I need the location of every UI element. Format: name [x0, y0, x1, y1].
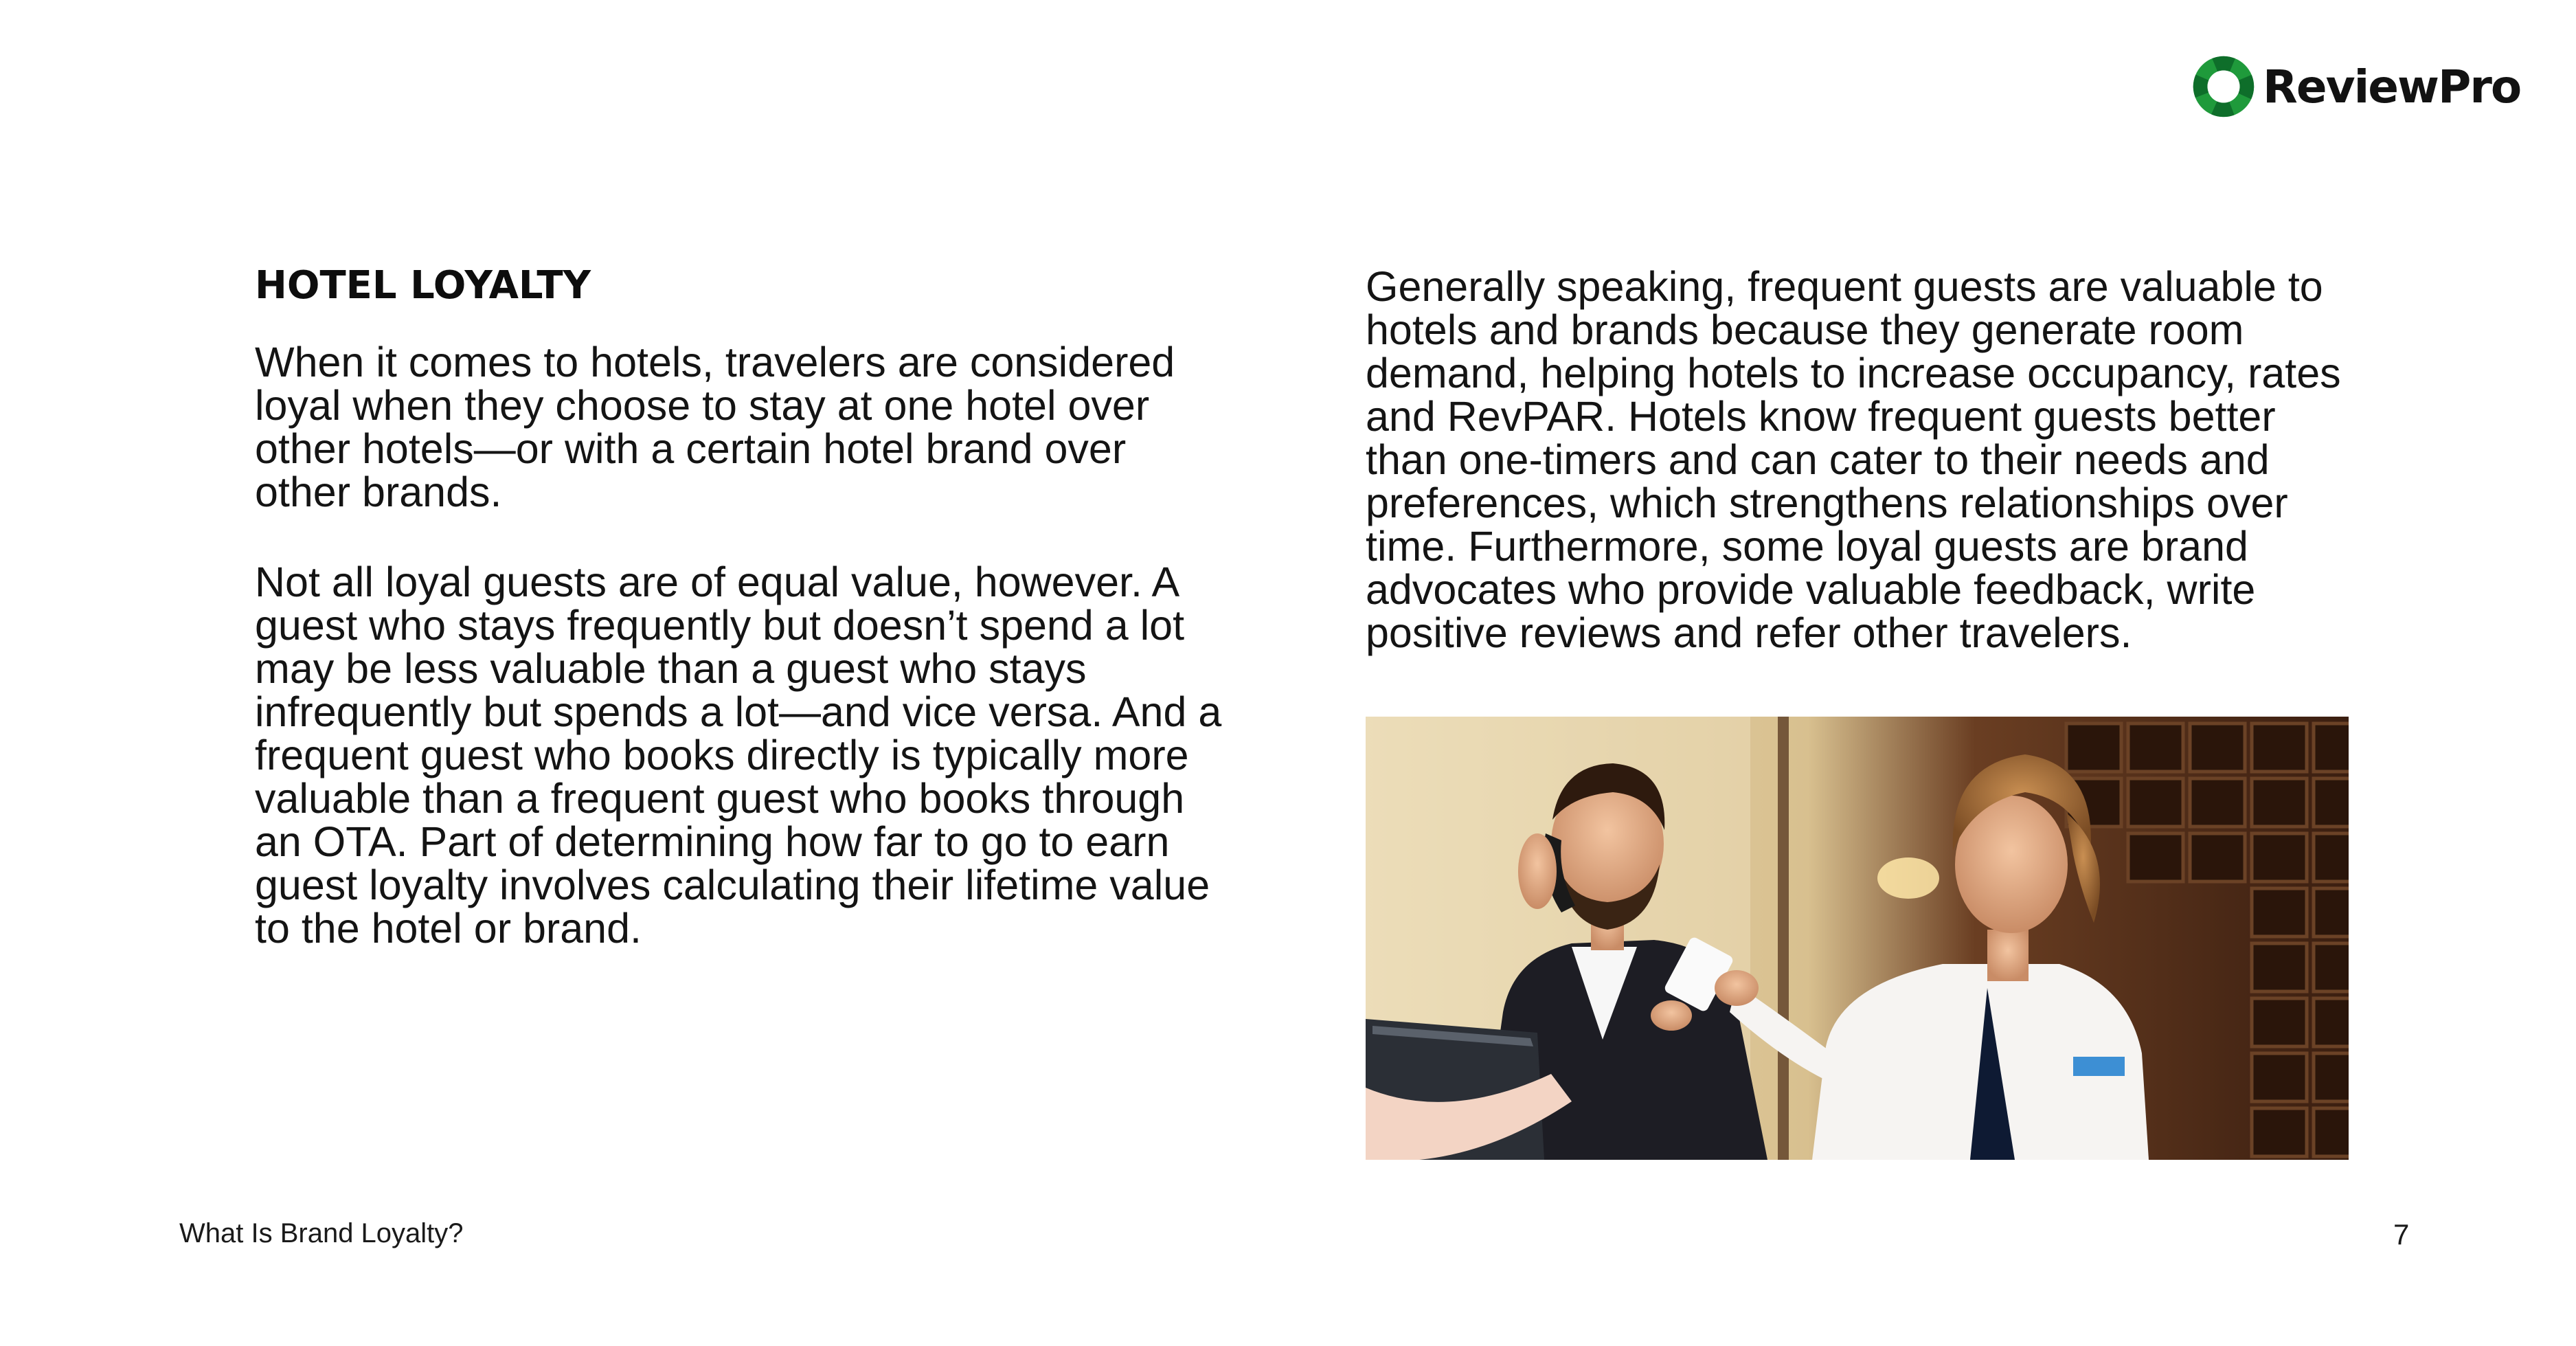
reviewpro-ring-icon: [2191, 54, 2256, 119]
hotel-reception-photo: [1366, 717, 2349, 1160]
footer-section-title: What Is Brand Loyalty?: [179, 1218, 464, 1248]
right-paragraph: Generally speaking, frequent guests are valuable to hotels and brands because they generate room demand, helping hotels to increase occupancy, rates and RevPAR. Hotels know frequent guests better than one-timers and can cater to their needs and preferences, which strengthens relationships over time. Furthermore, some loyal guests are brand advocates who provide valuable feedback, write positive reviews and refer other travelers.: [1366, 263, 2341, 656]
left-column: [255, 258, 1230, 950]
brand-logo: [2191, 52, 2520, 121]
left-paragraph-1: When it comes to hotels, travelers are considered loyal when they choose to stay at one hotel over other hotels—or with a certain hotel brand over other brands.: [255, 339, 1175, 515]
right-column: [1366, 265, 2362, 655]
brand-name: ReviewPro: [2263, 60, 2521, 113]
page-number: 7: [2393, 1218, 2410, 1250]
section-heading: HOTEL LOYALTY: [255, 263, 591, 308]
left-paragraph-2: Not all loyal guests are of equal value, however. A guest who stays frequently but doesn’t spend a lot may be less valuable than a guest who stays infrequently but spends a lot—and vice versa. And a frequent guest who books directly is typically more valuable than a frequent guest who books through an OTA. Part of determining how far to go to earn guest loyalty involves calculating their lifetime value to the hotel or brand.: [255, 559, 1222, 952]
